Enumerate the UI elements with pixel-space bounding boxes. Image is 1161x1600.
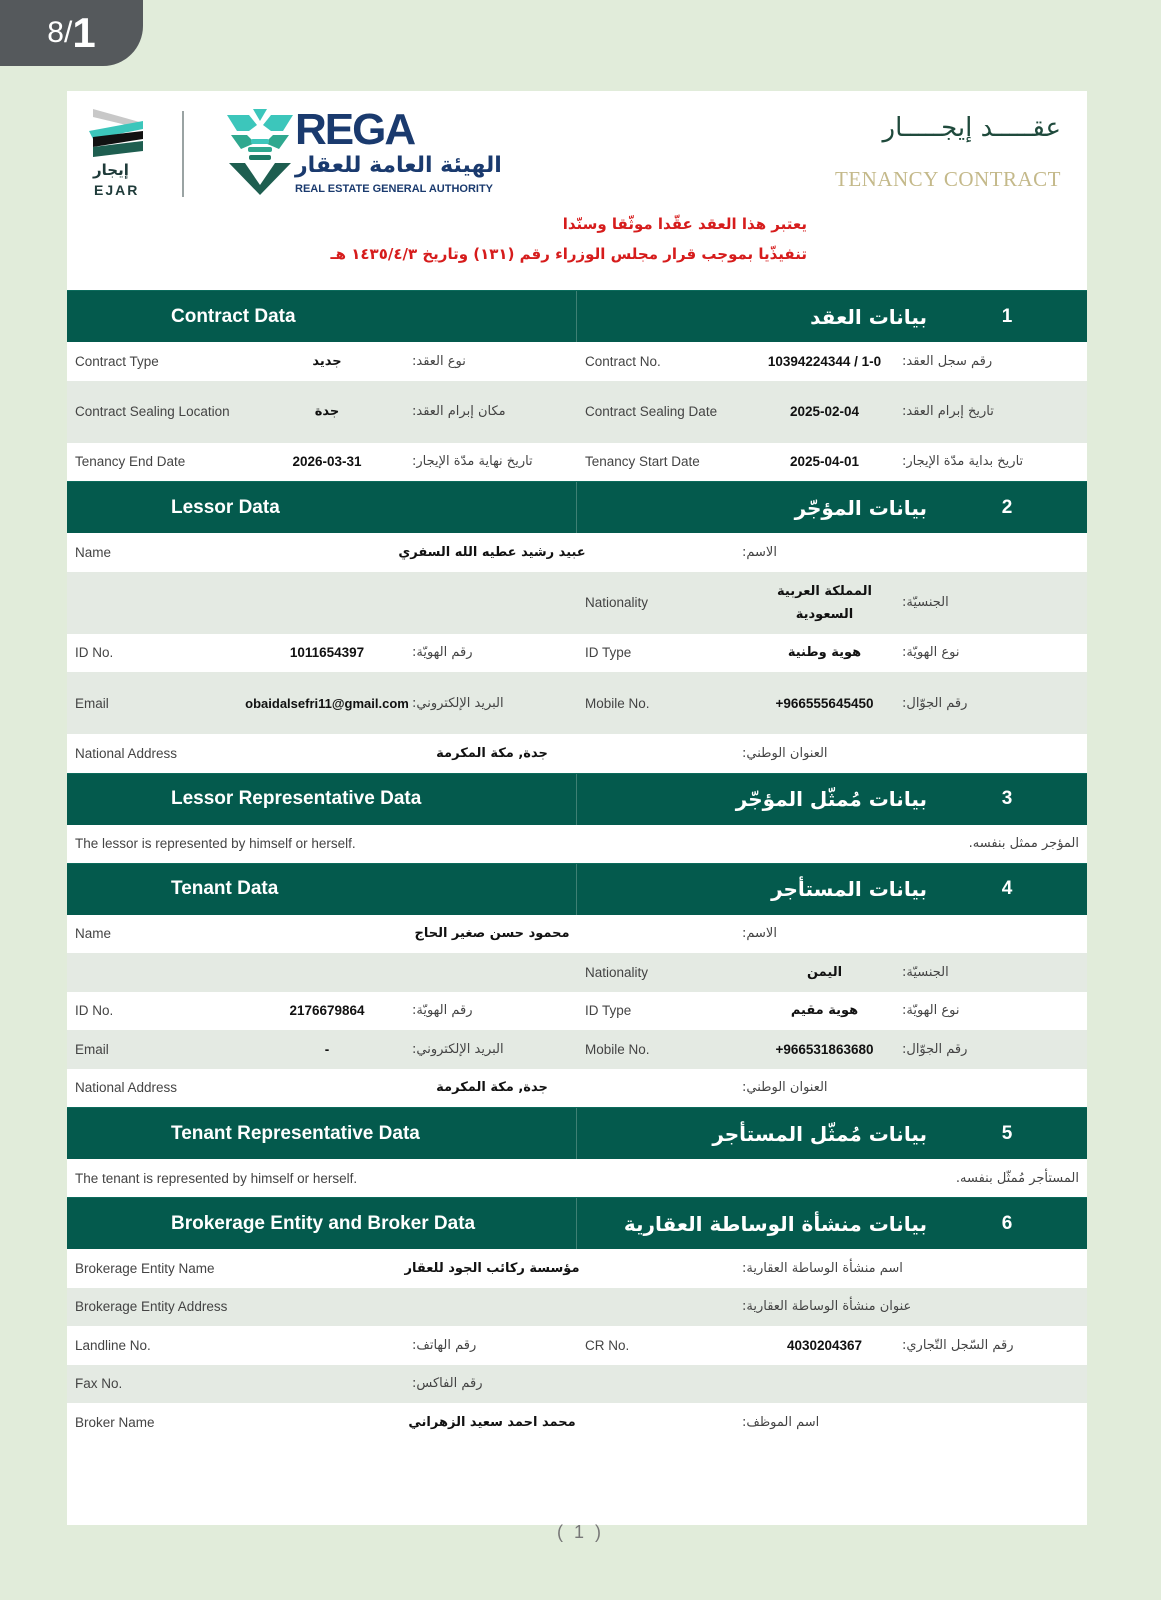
ejar-logo-arabic: إيجار (93, 161, 129, 179)
table-row (67, 1403, 1087, 1442)
document-title-english: TENANCY CONTRACT (835, 167, 1061, 191)
section-title-english: Lessor Representative Data (67, 774, 577, 825)
table-row (67, 572, 1087, 634)
field-label-en: Contract No. (585, 353, 661, 369)
table-row (67, 953, 1087, 992)
section-number: 2 (1001, 496, 1013, 518)
tenant-email-value: - (324, 1041, 330, 1057)
field-value: 2025-02-04 (789, 404, 860, 419)
field-label-en: Mobile No. (585, 695, 650, 711)
table-row (67, 1326, 1087, 1365)
lessor-email-value: obaidalsefri11@gmail.com (245, 695, 409, 711)
section-title-english: Brokerage Entity and Broker Data (67, 1198, 577, 1249)
field-label-ar: رقم الفاكس: (412, 1376, 483, 1392)
lessor-name-value: عبيد رشيد عطيه الله السفري (398, 544, 586, 560)
field-label-ar: رقم سجل العقد: (902, 353, 993, 369)
ejar-logo (89, 109, 149, 199)
rega-logo-wordmark: REGA (295, 105, 415, 154)
table-row (67, 342, 1087, 381)
legal-notice-line-2: تنفيذّيا بموجب قرار مجلس الوزراء رقم (١٣١) وتاريخ ١٤٣٥/٤/٣ هـ (330, 245, 807, 263)
page-current: 1 (72, 9, 96, 56)
section-header-lessor (67, 481, 1087, 533)
table-row (67, 992, 1087, 1031)
table-row (67, 915, 1087, 954)
field-label-en: National Address (75, 745, 178, 761)
table-row (67, 443, 1087, 482)
section-title-arabic: بيانات العقد (810, 304, 927, 329)
field-label-ar: عنوان منشأة الوساطة العقارية: (742, 1299, 912, 1315)
field-label-ar: البريد الإلكتروني: (412, 695, 504, 711)
rega-palm-icon (227, 109, 293, 195)
table-row (67, 1030, 1087, 1069)
section-number: 6 (1001, 1212, 1013, 1234)
rega-logo (227, 105, 527, 199)
field-label-ar: مكان إبرام العقد: (412, 404, 506, 419)
field-label-ar: الاسم: (742, 926, 777, 942)
field-label-en: Email (75, 695, 109, 711)
field-label-ar: الجنسيّة: (902, 964, 949, 980)
field-label-ar: رقم الهويّة: (412, 1003, 473, 1019)
legal-notice-line-1: يعتبر هذا العقد عقّدا موثّقا وسنّدا (562, 215, 807, 233)
section-header-brokerage (67, 1197, 1087, 1249)
section-header-tenant-representative (67, 1107, 1087, 1159)
section-header-lessor-representative (67, 773, 1087, 825)
field-label-en: Contract Type (75, 353, 159, 369)
field-value: 2025-04-01 (789, 454, 860, 470)
field-label-en: Nationality (585, 595, 649, 610)
section-title-english: Contract Data (67, 291, 577, 342)
tenant-rep-text-en: The tenant is represented by himself or herself. (75, 1170, 358, 1186)
section-title-arabic: بيانات المؤجّر (794, 495, 927, 520)
field-label-ar: العنوان الوطني: (742, 745, 828, 761)
field-value: جدة (314, 404, 340, 419)
document-header (67, 91, 1087, 290)
field-label-en: Tenancy Start Date (585, 454, 700, 470)
page-counter-badge (0, 0, 143, 66)
field-label-en: Mobile No. (585, 1041, 650, 1057)
section-title-english: Tenant Representative Data (67, 1108, 577, 1159)
section-title-arabic: بيانات المستأجر (771, 877, 927, 901)
field-label-ar: البريد الإلكتروني: (412, 1041, 504, 1057)
table-row (67, 1159, 1087, 1197)
fax-value (242, 1365, 412, 1404)
field-label-ar: رقم الجوّال: (902, 695, 968, 711)
lessor-nationality-value: المملكة العربية السعودية (777, 583, 872, 622)
document-title-arabic: عقـــــد إيجـــــار (882, 113, 1061, 143)
logo-divider (182, 111, 184, 197)
rega-logo-arabic: الهيئة العامة للعقار (295, 153, 502, 178)
table-row (67, 734, 1087, 773)
tenant-id-type-value: هوية مقيم (790, 1003, 859, 1019)
section-header-contract (67, 290, 1087, 342)
contract-page (67, 91, 1087, 1525)
field-label-ar: الجنسيّة: (902, 595, 949, 610)
field-label-ar: نوع العقد: (412, 353, 466, 369)
field-value: 2026-03-31 (292, 454, 362, 470)
brokerage-entity-name-value: مؤسسة ركائب الجود للعقار (404, 1260, 580, 1276)
field-label-ar: الاسم: (742, 544, 777, 560)
field-label-ar: رقم الجوّال: (902, 1041, 968, 1057)
page-total: 8/ (47, 16, 73, 49)
table-row (67, 1069, 1087, 1108)
table-row (67, 634, 1087, 673)
table-row (67, 381, 1087, 443)
legal-notice (331, 209, 808, 269)
brokerage-entity-address-value (317, 1288, 742, 1327)
field-label-en: Email (75, 1041, 109, 1057)
tenant-mobile-value: +966531863680 (775, 1041, 874, 1057)
tenant-rep-text-ar: المستأجر مُمثّل بنفسه. (955, 1170, 1079, 1186)
lessor-mobile-value: +966555645450 (775, 695, 874, 711)
section-title-arabic: بيانات مُمثّل المؤجّر (735, 787, 927, 811)
field-label-en: Broker Name (75, 1414, 155, 1430)
field-label-ar: العنوان الوطني: (742, 1080, 828, 1096)
table-row (67, 825, 1087, 863)
field-label-ar: تاريخ بداية مدّة الإيجار: (902, 454, 1024, 470)
field-label-ar: تاريخ نهاية مدّة الإيجار: (412, 454, 533, 470)
tenant-address-value: جدة, مكة المكرمة (436, 1080, 548, 1096)
section-number: 4 (1001, 878, 1013, 899)
page-number: ( 1 ) (556, 1522, 604, 1542)
tenant-id-value: 2176679864 (289, 1003, 365, 1019)
table-row (67, 1365, 1087, 1404)
field-label-ar: نوع الهويّة: (902, 1003, 960, 1019)
field-value: جديد (312, 353, 342, 369)
field-label-en: Tenancy End Date (75, 454, 186, 470)
ejar-mark-icon (89, 109, 149, 164)
field-label-en: Brokerage Entity Address (75, 1299, 228, 1315)
section-number: 3 (1001, 788, 1013, 809)
lessor-id-value: 1011654397 (289, 645, 365, 661)
cr-number-value: 4030204367 (786, 1337, 863, 1353)
lessor-address-value: جدة, مكة المكرمة (436, 745, 548, 761)
lessor-rep-text-en: The lessor is represented by himself or herself. (75, 836, 356, 851)
field-label-en: Contract Sealing Date (585, 404, 718, 419)
field-label-en: ID No. (75, 645, 114, 661)
field-label-ar: اسم الموظف: (742, 1414, 820, 1430)
table-row (67, 1249, 1087, 1288)
field-label-ar: اسم منشأة الوساطة العقارية: (742, 1260, 903, 1276)
field-label-en: Nationality (585, 964, 649, 980)
field-label-ar: رقم الهويّة: (412, 645, 473, 661)
field-label-en: CR No. (585, 1337, 630, 1353)
field-label-en: ID Type (585, 645, 632, 661)
tenant-name-value: محمود حسن صغير الحاج (414, 926, 570, 942)
field-label-en: Contract Sealing Location (75, 404, 230, 419)
table-row (67, 533, 1087, 572)
landline-value (242, 1326, 412, 1365)
field-label-ar: نوع الهويّة: (902, 645, 960, 661)
field-label-en: ID No. (75, 1003, 114, 1019)
field-value: 10394224344 / 1-0 (767, 353, 882, 369)
field-label-en: Brokerage Entity Name (75, 1260, 215, 1276)
section-title-english: Lessor Data (67, 482, 577, 533)
section-number: 5 (1001, 1122, 1013, 1144)
field-label-en: Fax No. (75, 1376, 123, 1392)
field-label-en: Name (75, 926, 112, 942)
field-label-en: ID Type (585, 1003, 632, 1019)
field-label-ar: رقم الهاتف: (412, 1337, 477, 1353)
section-number: 1 (1001, 305, 1013, 327)
field-label-en: Landline No. (75, 1337, 151, 1353)
section-title-arabic: بيانات منشأة الوساطة العقارية (623, 1211, 927, 1236)
broker-name-value: محمد احمد سعيد الزهراني (408, 1414, 576, 1430)
table-row (67, 672, 1087, 734)
field-label-en: National Address (75, 1080, 178, 1096)
section-title-arabic: بيانات مُمثّل المستأجر (712, 1121, 927, 1146)
lessor-rep-text-ar: المؤجر ممثل بنفسه. (968, 836, 1079, 851)
section-header-tenant (67, 863, 1087, 915)
tenant-nationality-value: اليمن (806, 964, 843, 980)
lessor-id-type-value: هوية وطنية (787, 645, 862, 661)
section-title-english: Tenant Data (67, 864, 577, 915)
rega-logo-english: REAL ESTATE GENERAL AUTHORITY (295, 183, 494, 195)
field-label-en: Name (75, 544, 112, 560)
field-label-ar: تاريخ إبرام العقد: (902, 404, 994, 419)
table-row (67, 1288, 1087, 1327)
ejar-logo-english: EJAR (94, 182, 140, 198)
field-label-ar: رقم السّجل التّجاري: (902, 1337, 1014, 1353)
